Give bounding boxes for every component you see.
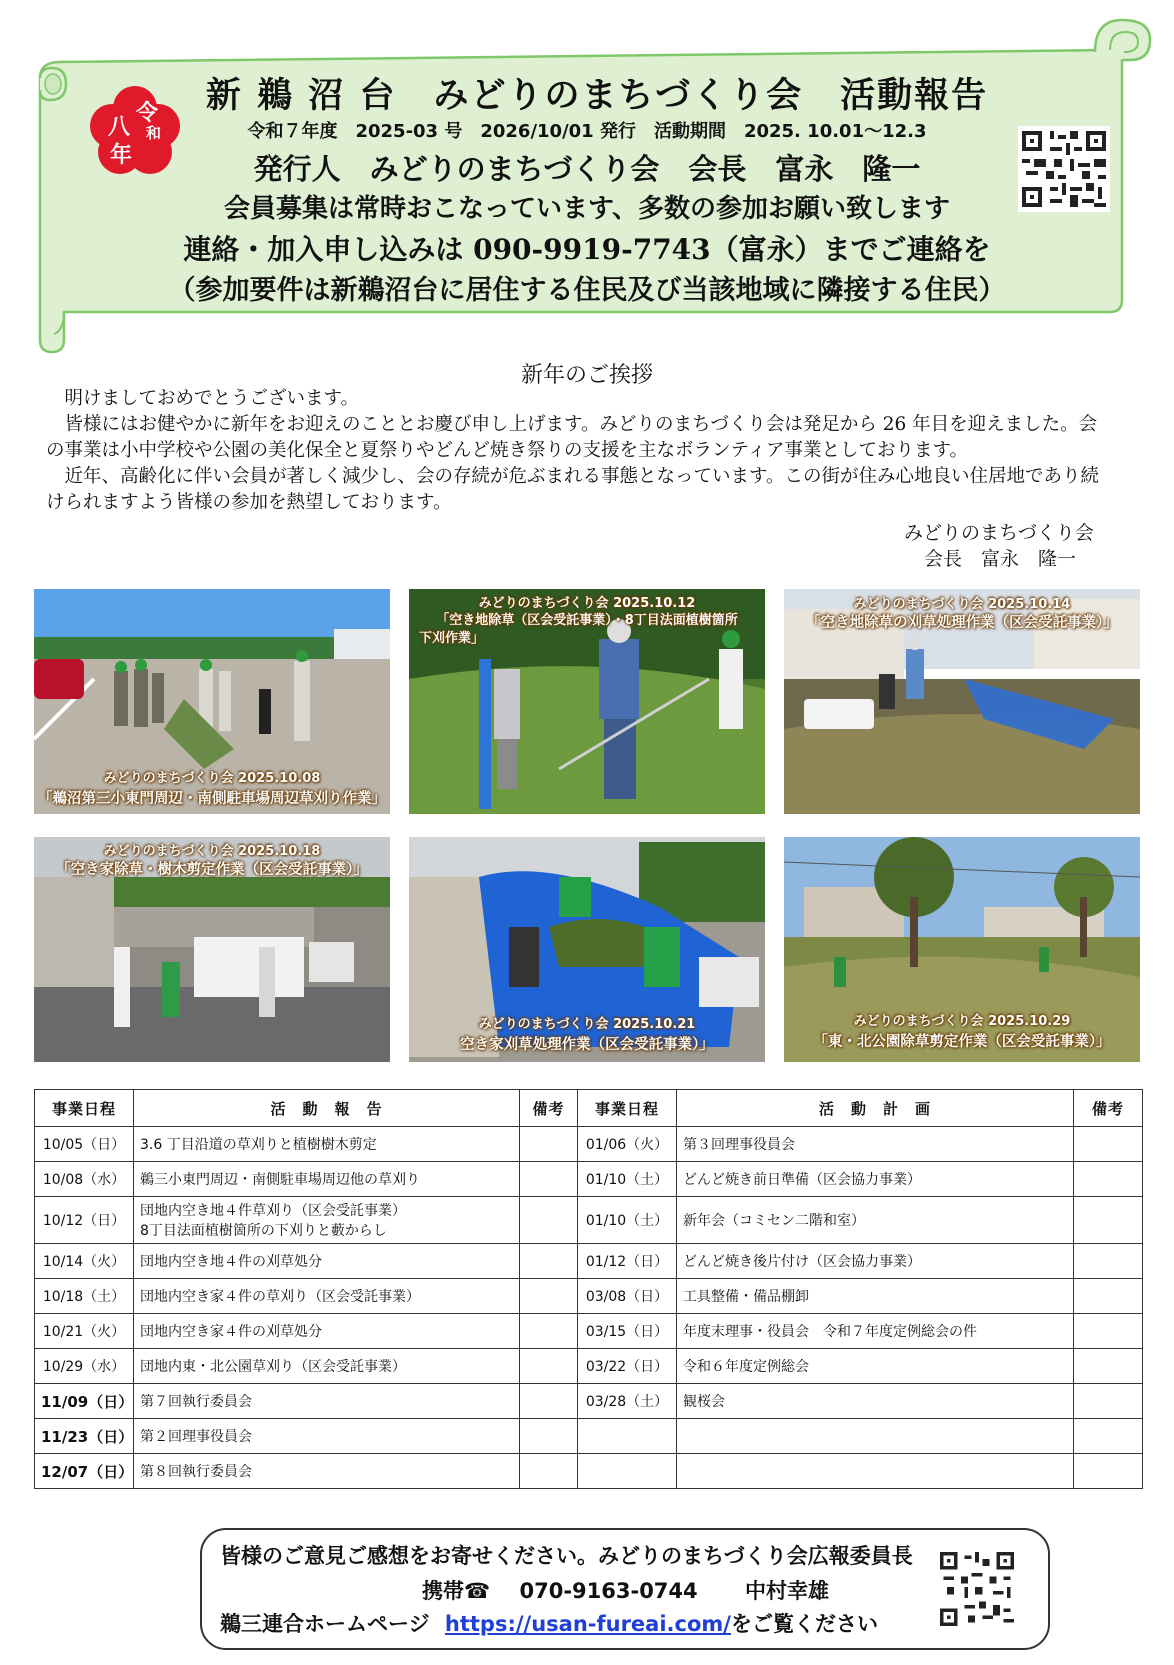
report-date-cell: 10/12（日） — [35, 1197, 134, 1244]
table-row — [35, 1127, 1143, 1162]
photo-2-caption-title: 「空き地除草（区会受託事業）・8丁目法面植樹箇所 — [436, 613, 738, 628]
photo-5-caption-title: 空き家刈草処理作業（区会受託事業）」 — [460, 1037, 714, 1053]
photo-4-caption-title: 「空き家除草・樹木剪定作業（区会受託事業）」 — [56, 862, 368, 878]
activity-photo-6 — [784, 837, 1140, 1062]
contact-phone-line — [422, 1575, 829, 1605]
report-note-cell — [520, 1279, 578, 1314]
photo-6-caption-title: 「東・北公園除草剪定作業（区会受託事業）」 — [813, 1034, 1111, 1050]
report-note-cell — [520, 1197, 578, 1244]
footer-qr-code[interactable] — [940, 1552, 1014, 1626]
plan-date-cell: 01/06（火） — [578, 1127, 677, 1162]
qr-code-icon — [1018, 126, 1110, 212]
photo-1-caption-title: 「鵜沼第三小東門周辺・南側駐車場周辺草刈り作業」 — [38, 791, 386, 807]
report-cell: 3.6 丁目沿道の草刈りと植樹樹木剪定 — [134, 1127, 520, 1162]
seal-char-nen: 年 — [110, 142, 133, 168]
plan-date-cell: 03/08（日） — [578, 1279, 677, 1314]
table-row — [35, 1279, 1143, 1314]
plan-date-cell: 01/12（日） — [578, 1244, 677, 1279]
activity-schedule-table — [34, 1089, 1143, 1489]
homepage-label: 鵜三連合ホームページ — [220, 1612, 430, 1636]
report-note-cell — [520, 1244, 578, 1279]
newsletter-title: 新 鵜 沼 台 みどりのまちづくり会 活動報告 — [205, 75, 989, 116]
greeting-paragraph-1: 明けましておめでとうございます。 — [46, 388, 360, 409]
greeting-organization: みどりのまちづくり会 — [904, 522, 1094, 544]
greeting-paragraph-3: 近年、高齢化に伴い会員が著しく減少し、会の存続が危ぶまれる事態となっています。この街が住み心地良い住居地であり続けられますよう皆様の参加を熱望しております。 — [46, 466, 1100, 513]
header-plan-note: 備考 — [1074, 1090, 1143, 1127]
header-report-date: 事業日程 — [35, 1090, 134, 1127]
plan-cell: 工具整備・備品棚卸 — [677, 1279, 1074, 1314]
photo-4-caption-date: みどりのまちづくり会 2025.10.18 — [103, 844, 321, 859]
report-note-cell — [520, 1419, 578, 1454]
plan-note-cell — [1074, 1244, 1143, 1279]
header-plan-date: 事業日程 — [578, 1090, 677, 1127]
photo-5-caption-date: みどりのまちづくり会 2025.10.21 — [478, 1017, 696, 1032]
greeting-paragraph-2: 皆様にはお健やかに新年をお迎えのこととお慶び申し上げます。みどりのまちづくり会は発足から 26 年目を迎えました。会の事業は小中学校や公園の美化保全と夏祭りやどんど焼き祭りの支援を主なボランティア事業としております。 — [46, 414, 1098, 461]
activity-photo-5 — [409, 837, 765, 1062]
report-note-cell — [520, 1314, 578, 1349]
report-date-cell: 10/05（日） — [35, 1127, 134, 1162]
report-note-cell — [520, 1454, 578, 1489]
table-row — [35, 1384, 1143, 1419]
contact-person-name: 中村幸雄 — [744, 1579, 829, 1603]
plan-cell: どんど焼き前日準備（区会協力事業） — [677, 1162, 1074, 1197]
plan-note-cell — [1074, 1384, 1143, 1419]
table-row — [35, 1162, 1143, 1197]
homepage-link[interactable]: https://usan-fureai.com/ — [444, 1612, 731, 1636]
table-row — [35, 1197, 1143, 1244]
mobile-phone-label: 携帯☎ — [422, 1579, 491, 1603]
report-date-cell: 10/14（火） — [35, 1244, 134, 1279]
report-date-cell: 10/21（火） — [35, 1314, 134, 1349]
report-cell: 団地内空き地４件の刈草処分 — [134, 1244, 520, 1279]
plan-date-cell: 01/10（土） — [578, 1197, 677, 1244]
report-note-cell — [520, 1349, 578, 1384]
seal-char-rei: 令 — [136, 100, 159, 126]
requirement-line: （参加要件は新鵜沼台に居住する住民及び当該地域に隣接する住民） — [168, 275, 1006, 306]
photo-2-caption-date: みどりのまちづくり会 2025.10.12 — [478, 596, 696, 611]
report-date-cell: 10/08（水） — [35, 1162, 134, 1197]
photo-1-caption-date: みどりのまちづくり会 2025.10.08 — [103, 771, 321, 786]
table-row — [35, 1349, 1143, 1384]
plan-note-cell — [1074, 1162, 1143, 1197]
seal-char-wa: 和 — [146, 124, 162, 142]
plan-cell — [677, 1419, 1074, 1454]
plan-cell: 新年会（コミセン二階和室） — [677, 1197, 1074, 1244]
plan-note-cell — [1074, 1349, 1143, 1384]
activity-photo-2 — [409, 589, 765, 814]
table-header-row — [35, 1090, 1143, 1127]
issue-line: 令和７年度 2025-03 号 2026/10/01 発行 活動期間 2025. 10.01～12.3 — [247, 121, 927, 142]
photo-2-caption-title-cont: 下刈作業」 — [419, 631, 485, 646]
report-note-cell — [520, 1384, 578, 1419]
photo-3-caption-date: みどりのまちづくり会 2025.10.14 — [853, 597, 1071, 612]
photo-6-caption-date: みどりのまちづくり会 2025.10.29 — [853, 1014, 1071, 1029]
table-row — [35, 1419, 1143, 1454]
activity-photo-3 — [784, 589, 1140, 814]
mobile-phone-number[interactable]: 070-9163-0744 — [519, 1579, 698, 1603]
contact-line: 連絡・加入申し込みは 090-9919-7743（富永）までご連絡を — [183, 233, 991, 266]
seal-char-hachi: 八 — [108, 114, 131, 140]
table-row — [35, 1454, 1143, 1489]
plan-note-cell — [1074, 1197, 1143, 1244]
report-cell-line-2: 8丁目法面植樹箇所の下刈りと藪からし — [140, 1223, 387, 1239]
publisher-line: 発行人 みどりのまちづくり会 会長 富永 隆一 — [253, 152, 921, 186]
report-cell: 第８回執行委員会 — [134, 1454, 520, 1489]
plan-cell — [677, 1454, 1074, 1489]
homepage-suffix: をご覧ください — [730, 1612, 878, 1636]
feedback-footer-box — [200, 1528, 1050, 1650]
greeting-signature: 会長 富永 隆一 — [924, 548, 1077, 570]
plan-note-cell — [1074, 1419, 1143, 1454]
report-date-cell: 11/09（日） — [35, 1384, 134, 1419]
feedback-request: 皆様のご意見ご感想をお寄せください。みどりのまちづくり会広報委員長 — [220, 1544, 913, 1568]
plan-date-cell — [578, 1454, 677, 1489]
header-activity-plan: 活 動 計 画 — [677, 1090, 1074, 1127]
table-row — [35, 1314, 1143, 1349]
report-date-cell: 10/29（水） — [35, 1349, 134, 1384]
report-cell: 第７回執行委員会 — [134, 1384, 520, 1419]
plan-date-cell: 01/10（土） — [578, 1162, 677, 1197]
plan-cell: 第３回理事役員会 — [677, 1127, 1074, 1162]
header-report-note: 備考 — [520, 1090, 578, 1127]
report-date-cell: 10/18（土） — [35, 1279, 134, 1314]
report-cell: 団地内空き家４件の刈草処分 — [134, 1314, 520, 1349]
plan-cell: 観桜会 — [677, 1384, 1074, 1419]
plan-date-cell — [578, 1419, 677, 1454]
header-qr-code[interactable] — [1018, 126, 1110, 212]
homepage-line — [220, 1608, 878, 1638]
plan-cell: 年度末理事・役員会 令和７年度定例総会の件 — [677, 1314, 1074, 1349]
report-date-cell: 12/07（日） — [35, 1454, 134, 1489]
plan-note-cell — [1074, 1127, 1143, 1162]
report-cell: 団地内東・北公園草刈り（区会受託事業） — [134, 1349, 520, 1384]
report-date-cell: 11/23（日） — [35, 1419, 134, 1454]
plan-cell: どんど焼き後片付け（区会協力事業） — [677, 1244, 1074, 1279]
report-cell — [134, 1197, 520, 1244]
activity-photo-4 — [34, 837, 390, 1062]
plan-note-cell — [1074, 1279, 1143, 1314]
activity-photo-1 — [34, 589, 390, 814]
plan-date-cell: 03/22（日） — [578, 1349, 677, 1384]
report-cell: 鵜三小東門周辺・南側駐車場周辺他の草刈り — [134, 1162, 520, 1197]
header-activity-report: 活 動 報 告 — [134, 1090, 520, 1127]
report-note-cell — [520, 1127, 578, 1162]
plan-note-cell — [1074, 1314, 1143, 1349]
report-cell-line-1: 団地内空き地４件草刈り（区会受託事業） — [140, 1203, 406, 1219]
greeting-title: 新年のご挨拶 — [520, 363, 653, 388]
recruit-line: 会員募集は常時おこなっています、多数の参加お願い致します — [224, 194, 950, 224]
plan-note-cell — [1074, 1454, 1143, 1489]
qr-code-icon — [940, 1552, 1014, 1626]
plan-date-cell: 03/28（土） — [578, 1384, 677, 1419]
plan-cell: 令和６年度定例総会 — [677, 1349, 1074, 1384]
photo-3-caption-title: 「空き地除草の刈草処理作業（区会受託事業）」 — [806, 615, 1118, 631]
report-cell: 団地内空き家４件の草刈り（区会受託事業） — [134, 1279, 520, 1314]
plan-date-cell: 03/15（日） — [578, 1314, 677, 1349]
table-row — [35, 1244, 1143, 1279]
report-cell: 第２回理事役員会 — [134, 1419, 520, 1454]
report-note-cell — [520, 1162, 578, 1197]
